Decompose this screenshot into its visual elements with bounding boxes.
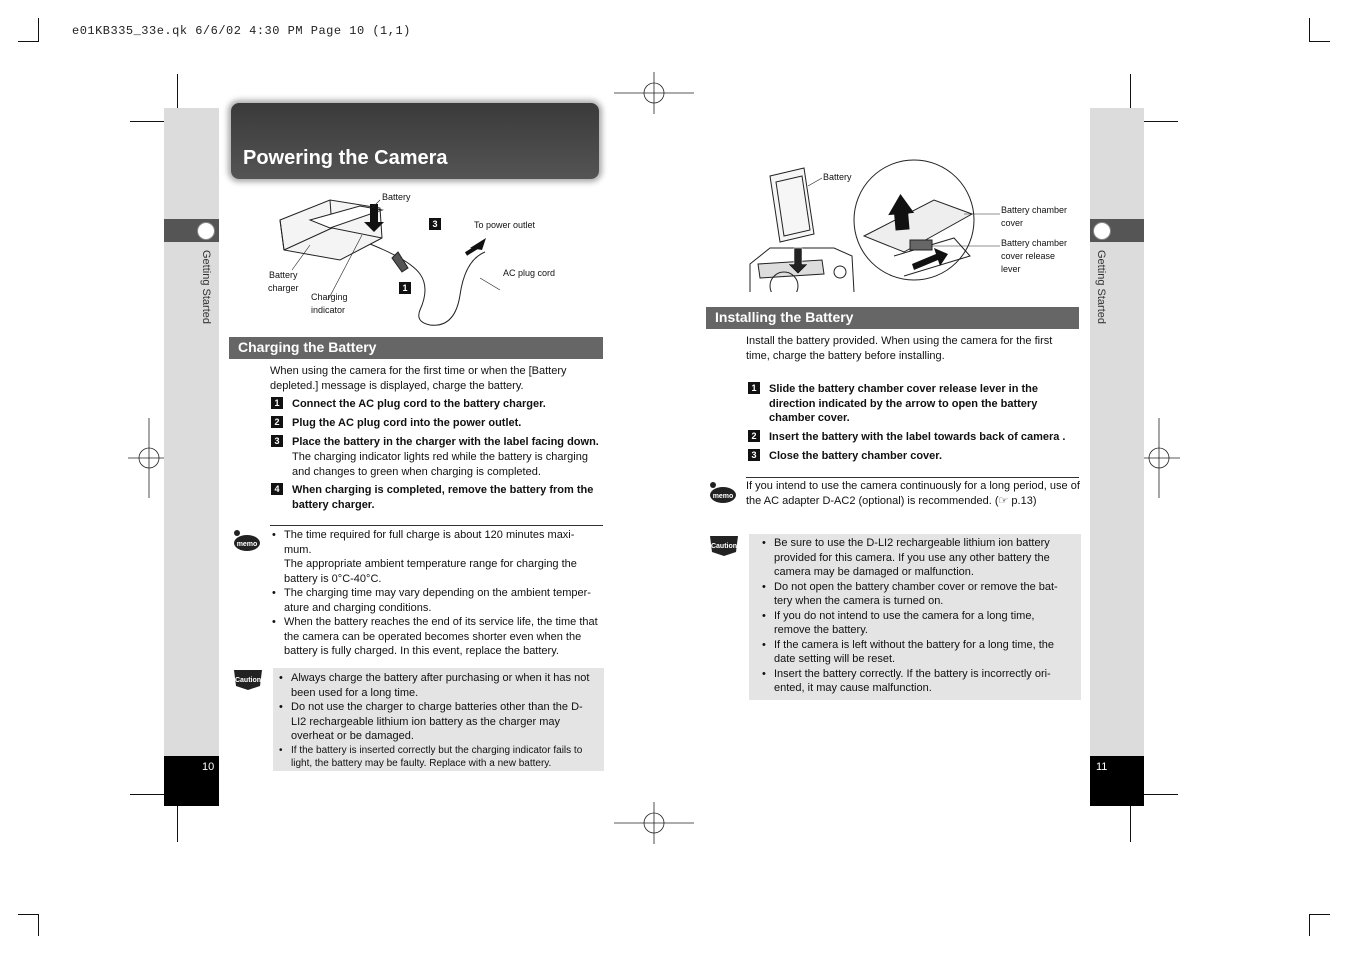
label-battery-charger: Battery charger [268, 270, 299, 293]
left-page-number-box [164, 756, 219, 806]
installing-step-3: Close the battery chamber cover. [769, 450, 943, 462]
caution-item: • Do not use the charger to charge batteries other than the D-LI2 rechargeable lithium ion battery as the charger may overheat or be damaged. [277, 700, 595, 744]
installing-step-2: Insert the battery with the label towards back of camera . [769, 431, 1066, 443]
label-battery-chamber-cover: Battery chamber cover [1001, 205, 1068, 228]
page-title: Powering the Camera [243, 147, 448, 169]
step-number: 1 [748, 382, 760, 394]
label-battery-right: Battery [823, 172, 852, 182]
print-slug: e01KB335_33e.qk 6/6/02 4:30 PM Page 10 (1,1) [72, 24, 411, 38]
installing-intro: Install the battery provided. When using the camera for the first time, charge the battery before installing. [746, 335, 1053, 362]
installing-step-1: Slide the battery chamber cover release lever in the direction indicated by the arrow to open the battery chamber cover. [769, 383, 1039, 424]
caution-list [277, 671, 595, 770]
label-charging-indicator: Charging indicator [311, 292, 348, 315]
charging-step-3-note: The charging indicator lights red while the battery is charging and changes to green when charging is completed. [292, 451, 588, 478]
memo-text-right: If you intend to use the camera continuously for a long period, use of the AC adapter D-AC2 (optional) is recommended. (☞ p.13) [746, 480, 1080, 507]
step-number: 4 [271, 483, 283, 495]
registration-mark-top [614, 72, 694, 114]
charging-step-4: When charging is completed, remove the battery from the battery charger. [292, 484, 594, 511]
caution-box-left [273, 668, 604, 771]
page-title-box [231, 103, 599, 179]
caution-item: • Always charge the battery after purchasing or when it has not been used for a long time. [277, 671, 595, 700]
memo-rule [270, 525, 603, 526]
memo-icon [708, 480, 738, 506]
section-installing-battery [706, 307, 1079, 329]
caution-item: • If the battery is inserted correctly but the charging indicator fails to light, the battery may be faulty. Replace with a new battery. [277, 744, 595, 770]
right-side-label: Getting Started [1095, 250, 1107, 324]
step-number: 2 [748, 430, 760, 442]
label-battery: Battery [382, 192, 411, 202]
step-number: 3 [748, 449, 760, 461]
registration-mark-bottom [614, 802, 694, 844]
svg-text:memo: memo [236, 541, 258, 548]
caution-item: • Be sure to use the D-LI2 rechargeable lithium ion battery provided for this camera. If you use any other battery the camera may be damaged or malfunction. [760, 536, 1072, 580]
right-page-number-box [1090, 756, 1144, 806]
label-to-power-outlet: To power outlet [474, 220, 536, 230]
left-side-strip [164, 108, 219, 806]
svg-text:Caution: Caution [234, 677, 262, 684]
caution-item: • If the camera is left without the battery for a long time, the date setting will be reset. [760, 638, 1072, 667]
memo-item: • When the battery reaches the end of its service life, the time that the camera can be operated becomes shorter even when the battery is fully charged. In this event, replace the battery. [270, 615, 600, 659]
caution-item: • If you do not intend to use the camera for a long time, remove the battery. [760, 609, 1072, 638]
caution-icon [231, 666, 265, 692]
left-side-label: Getting Started [200, 250, 212, 324]
figure-callout-3: 3 [429, 218, 441, 230]
figure-callout-1: 1 [399, 282, 411, 294]
right-side-tab [1090, 219, 1144, 242]
memo-rule-right [746, 477, 1079, 478]
section-installing-battery-title: Installing the Battery [715, 309, 854, 325]
caution-item: • Do not open the battery chamber cover or remove the bat-tery when the camera is turned on. [760, 580, 1072, 609]
step-number: 2 [271, 416, 283, 428]
label-release-lever: Battery chamber cover release lever [1001, 238, 1068, 274]
caution-icon [707, 532, 741, 558]
memo-icon [232, 528, 262, 554]
caution-item: • Insert the battery correctly. If the battery is incorrectly ori-ented, it may cause malfunction. [760, 667, 1072, 696]
left-page-number: 10 [202, 761, 215, 773]
svg-text:memo: memo [712, 493, 734, 500]
step-number: 1 [271, 397, 283, 409]
step-number: 3 [271, 435, 283, 447]
charging-step-3: Place the battery in the charger with the label facing down. [292, 436, 599, 448]
svg-text:Caution: Caution [710, 543, 738, 550]
caution-list-right [760, 536, 1072, 696]
battery-install-illustration [744, 156, 1004, 292]
right-page-number: 11 [1096, 761, 1108, 773]
registration-mark-right [1138, 418, 1180, 498]
label-ac-plug-cord: AC plug cord [503, 268, 556, 278]
memo-list [270, 528, 600, 659]
memo-item: • The time required for full charge is about 120 minutes maxi-mum. The appropriate ambient temperature range for charging the battery is 0°C-40°C. [270, 528, 600, 586]
charging-step-2: Plug the AC plug cord into the power outlet. [292, 417, 522, 429]
section-charging-battery-title: Charging the Battery [238, 339, 377, 355]
caution-box-right [749, 534, 1081, 700]
left-side-tab [164, 219, 219, 242]
section-charging-battery [229, 337, 603, 359]
right-side-strip [1090, 108, 1144, 806]
memo-item: • The charging time may vary depending on the ambient temper-ature and charging conditions. [270, 586, 600, 615]
charging-step-1: Connect the AC plug cord to the battery charger. [292, 398, 546, 410]
charging-intro: When using the camera for the first time or when the [Battery depleted.] message is displayed, charge the battery. [270, 365, 567, 392]
